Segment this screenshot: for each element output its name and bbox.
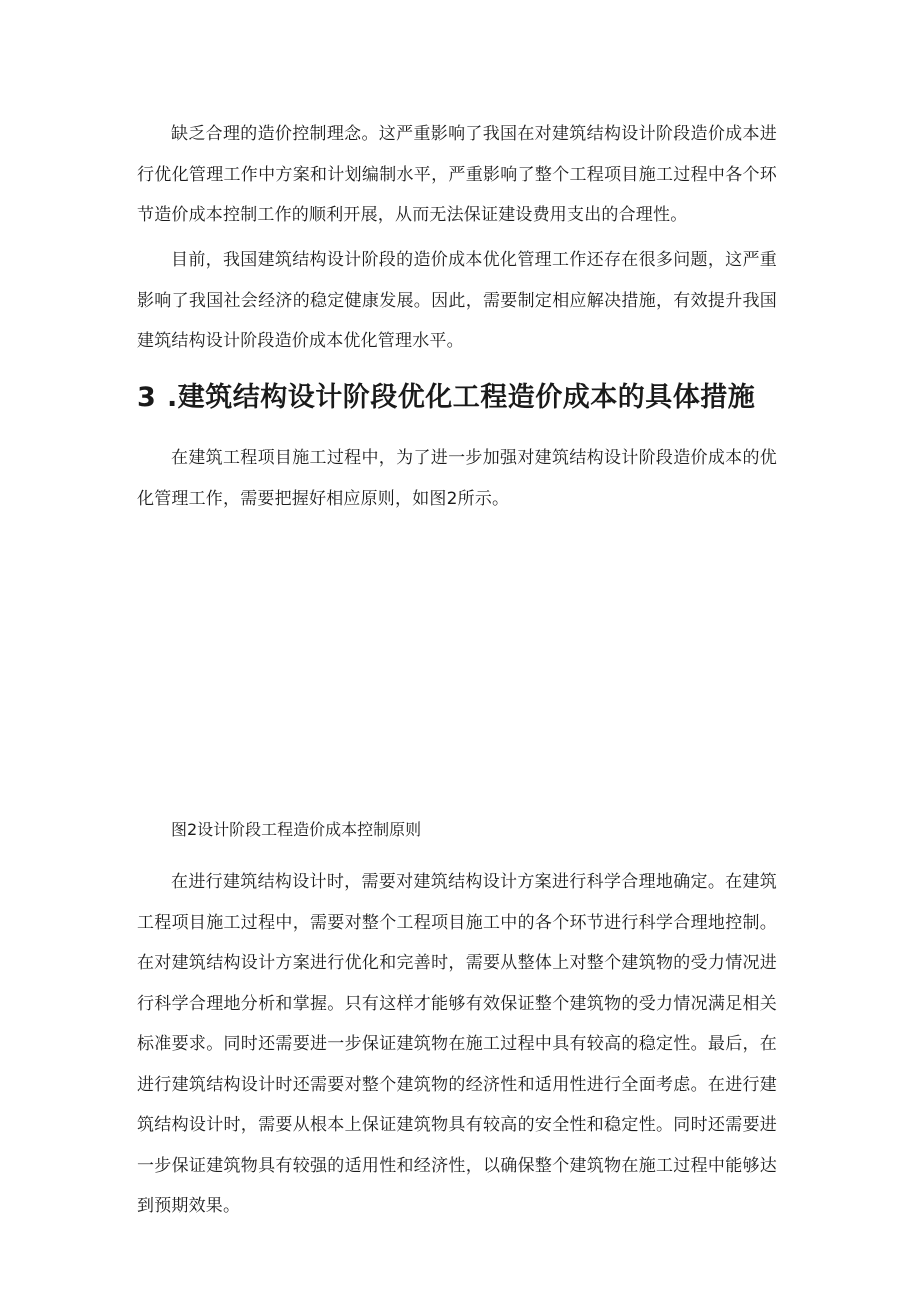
section-heading (137, 378, 797, 418)
figure-2-area (137, 530, 777, 800)
figure-caption: 图2设计阶段工程造价成本控制原则 (171, 820, 422, 839)
section-number: 3 (137, 382, 157, 413)
paragraph-design-measures: 在进行建筑结构设计时，需要对建筑结构设计方案进行科学合理地确定。在建筑工程项目施工过程中，需要对整个工程项目施工中的各个环节进行科学合理地控制。在对建筑结构设计方案进行优化和完善时，需要从整体上对整个建筑物的受力情况进行科学合理地分析和掌握。只有这样才能够有效保证整个建筑物的受力情况满足相关标准要求。同时还需要进一步保证建筑物在施工过程中具有较高的稳定性。最后，在进行建筑结构设计时还需要对整个建筑物的经济性和适用性进行全面考虑。在进行建筑结构设计时，需要从根本上保证建筑物具有较高的安全性和稳定性。同时还需要进一步保证建筑物具有较强的适用性和经济性，以确保整个建筑物在施工过程中能够达到预期效果。 (137, 872, 777, 1216)
paragraph-current-problems: 目前，我国建筑结构设计阶段的造价成本优化管理工作还存在很多问题，这严重影响了我国社会经济的稳定健康发展。因此，需要制定相应解决措施，有效提升我国建筑结构设计阶段造价成本优化管理水平。 (137, 250, 777, 351)
paragraph-principles-intro: 在建筑工程项目施工过程中，为了进一步加强对建筑结构设计阶段造价成本的优化管理工作，需要把握好相应原则，如图2所示。 (137, 448, 777, 509)
paragraph-cost-control-concept: 缺乏合理的造价控制理念。这严重影响了我国在对建筑结构设计阶段造价成本进行优化管理工作中方案和计划编制水平，严重影响了整个工程项目施工过程中各个环节造价成本控制工作的顺利开展，从而无法保证建设费用支出的合理性。 (137, 124, 777, 225)
section-title: 建筑结构设计阶段优化工程造价成本的具体措施 (177, 382, 756, 413)
section-number-dot: . (167, 382, 178, 413)
